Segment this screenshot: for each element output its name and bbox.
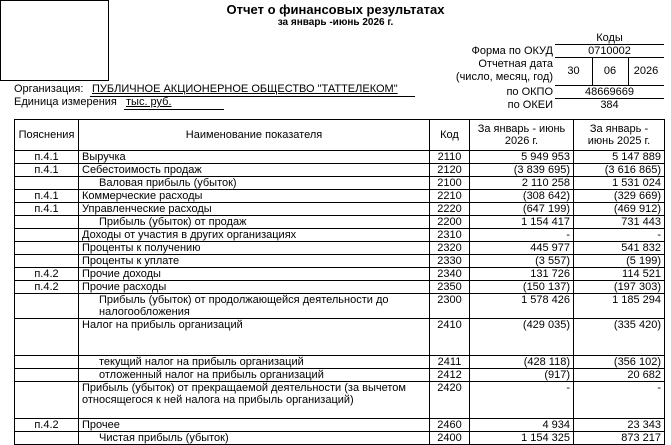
financial-results-table [14, 119, 665, 445]
row-name: Прибыль (убыток) от продолжающейся деятельности до налогообложения [79, 294, 430, 319]
row-code: 2300 [430, 294, 470, 319]
row-name: Проценты к получению [79, 242, 430, 255]
row-code: 2340 [430, 268, 470, 281]
row-note [15, 242, 79, 255]
row-name: Управленческие расходы [79, 203, 430, 216]
table-row [15, 419, 665, 432]
row-code: 2100 [430, 177, 470, 190]
row-code: 2200 [430, 216, 470, 229]
row-value-current: 5 949 953 [470, 151, 574, 164]
report-title: Отчет о финансовых результатах [226, 2, 445, 17]
row-code: 2400 [430, 432, 470, 445]
row-value-current: 131 726 [470, 268, 574, 281]
org-label: Организация: [14, 83, 84, 95]
unit-value: тыс. руб. [126, 96, 172, 108]
row-value-previous: (469 912) [574, 203, 665, 216]
row-value-current: 4 934 [470, 419, 574, 432]
okpo-label: по ОКПО [506, 86, 553, 98]
row-value-previous: 873 217 [574, 432, 665, 445]
row-code: 2411 [430, 356, 470, 369]
row-note [15, 319, 79, 356]
row-name: Прочие доходы [79, 268, 430, 281]
row-value-current: (3 557) [470, 255, 574, 268]
col-header-previous: За январь - июнь 2025 г. [574, 120, 665, 151]
okei-label: по ОКЕИ [507, 99, 553, 111]
row-note [15, 216, 79, 229]
table-row [15, 190, 665, 203]
table-row [15, 268, 665, 281]
row-value-previous: (197 303) [574, 281, 665, 294]
row-note: п.4.2 [15, 419, 79, 432]
row-note [15, 369, 79, 382]
row-value-previous: (329 669) [574, 190, 665, 203]
date-day: 30 [567, 65, 580, 77]
table-row [15, 356, 665, 369]
row-code: 2350 [430, 281, 470, 294]
row-value-previous: (5 199) [574, 255, 665, 268]
row-code: 2310 [430, 229, 470, 242]
row-name: текущий налог на прибыль организаций [79, 356, 430, 369]
table-body [15, 151, 665, 445]
okei-code: 384 [600, 99, 619, 111]
row-note [15, 255, 79, 268]
row-value-previous: 1 531 024 [574, 177, 665, 190]
row-name: Себестоимость продаж [79, 164, 430, 177]
table-row [15, 281, 665, 294]
col-header-code: Код [430, 120, 470, 151]
row-value-previous: (3 616 865) [574, 164, 665, 177]
row-value-current: - [470, 229, 574, 242]
row-value-current: 1 154 417 [470, 216, 574, 229]
row-value-previous: (356 102) [574, 356, 665, 369]
row-name: Прочие расходы [79, 281, 430, 294]
row-code: 2320 [430, 242, 470, 255]
table-row [15, 216, 665, 229]
row-value-previous: (335 420) [574, 319, 665, 356]
okpo-code: 48669669 [585, 86, 634, 98]
unit-label: Единица измерения [14, 96, 117, 108]
row-name: Прочее [79, 419, 430, 432]
date-year: 2026 [633, 65, 659, 77]
row-value-current: (308 642) [470, 190, 574, 203]
table-row [15, 294, 665, 319]
row-code: 2460 [430, 419, 470, 432]
row-value-current: 1 578 426 [470, 294, 574, 319]
row-value-current: 445 977 [470, 242, 574, 255]
row-value-current: (3 839 695) [470, 164, 574, 177]
table-row [15, 229, 665, 242]
row-note [15, 382, 79, 419]
row-value-previous: 20 682 [574, 369, 665, 382]
okud-label: Форма по ОКУД [471, 45, 553, 57]
codes-label: Коды [596, 32, 623, 44]
row-code: 2120 [430, 164, 470, 177]
table-row [15, 319, 665, 356]
table-row [15, 151, 665, 164]
row-value-current: 2 110 258 [470, 177, 574, 190]
row-name: Прибыль (убыток) от прекращаемой деятельности (за вычетом относящегося к ней налога на прибыль организаций) [79, 382, 430, 419]
table-row [15, 203, 665, 216]
col-header-current: За январь - июнь 2026 г. [470, 120, 574, 151]
date-month: 06 [603, 65, 617, 77]
row-code: 2110 [430, 151, 470, 164]
col-header-name: Наименование показателя [79, 120, 430, 151]
table-row [15, 369, 665, 382]
row-name: Прибыль (убыток) от продаж [79, 216, 430, 229]
org-name: ПУБЛИЧНОЕ АКЦИОНЕРНОЕ ОБЩЕСТВО "ТАТТЕЛЕКОМ" [92, 83, 398, 95]
row-name: Выручка [79, 151, 430, 164]
row-note: п.4.1 [15, 164, 79, 177]
table-row [15, 177, 665, 190]
row-value-previous: 23 343 [574, 419, 665, 432]
row-name: отложенный налог на прибыль организаций [79, 369, 430, 382]
col-header-notes: Пояснения [15, 120, 79, 151]
date-label: Отчетная дата [478, 58, 553, 70]
row-name: Проценты к уплате [79, 255, 430, 268]
date-format-label: (число, месяц, год) [455, 71, 553, 83]
row-code: 2420 [430, 382, 470, 419]
row-value-previous: - [574, 229, 665, 242]
row-value-previous: 541 832 [574, 242, 665, 255]
row-code: 2412 [430, 369, 470, 382]
row-value-current: 1 154 325 [470, 432, 574, 445]
row-value-current: (150 137) [470, 281, 574, 294]
row-name: Чистая прибыль (убыток) [79, 432, 430, 445]
row-code: 2210 [430, 190, 470, 203]
row-note [15, 294, 79, 319]
row-name: Налог на прибыль организаций [79, 319, 430, 356]
row-note: п.4.2 [15, 268, 79, 281]
row-note: п.4.1 [15, 151, 79, 164]
row-value-current: (647 199) [470, 203, 574, 216]
table-row [15, 382, 665, 419]
table-row [15, 164, 665, 177]
row-name: Валовая прибыль (убыток) [79, 177, 430, 190]
row-value-previous: 114 521 [574, 268, 665, 281]
row-note: п.4.1 [15, 203, 79, 216]
row-note: п.4.2 [15, 281, 79, 294]
row-code: 2410 [430, 319, 470, 356]
row-note [15, 229, 79, 242]
row-note [15, 356, 79, 369]
row-note [15, 177, 79, 190]
row-value-previous: 731 443 [574, 216, 665, 229]
row-value-current: (917) [470, 369, 574, 382]
row-code: 2220 [430, 203, 470, 216]
row-name: Коммерческие расходы [79, 190, 430, 203]
okud-code: 0710002 [588, 45, 631, 57]
row-code: 2330 [430, 255, 470, 268]
row-value-previous: 5 147 889 [574, 151, 665, 164]
table-row [15, 242, 665, 255]
row-name: Доходы от участия в других организациях [79, 229, 430, 242]
row-note: п.4.1 [15, 190, 79, 203]
table-row [15, 255, 665, 268]
row-value-previous: 1 185 294 [574, 294, 665, 319]
row-value-current: (429 035) [470, 319, 574, 356]
row-value-current: (428 118) [470, 356, 574, 369]
report-period: за январь -июнь 2026 г. [277, 17, 394, 28]
row-value-previous: - [574, 382, 665, 419]
row-value-current: - [470, 382, 574, 419]
